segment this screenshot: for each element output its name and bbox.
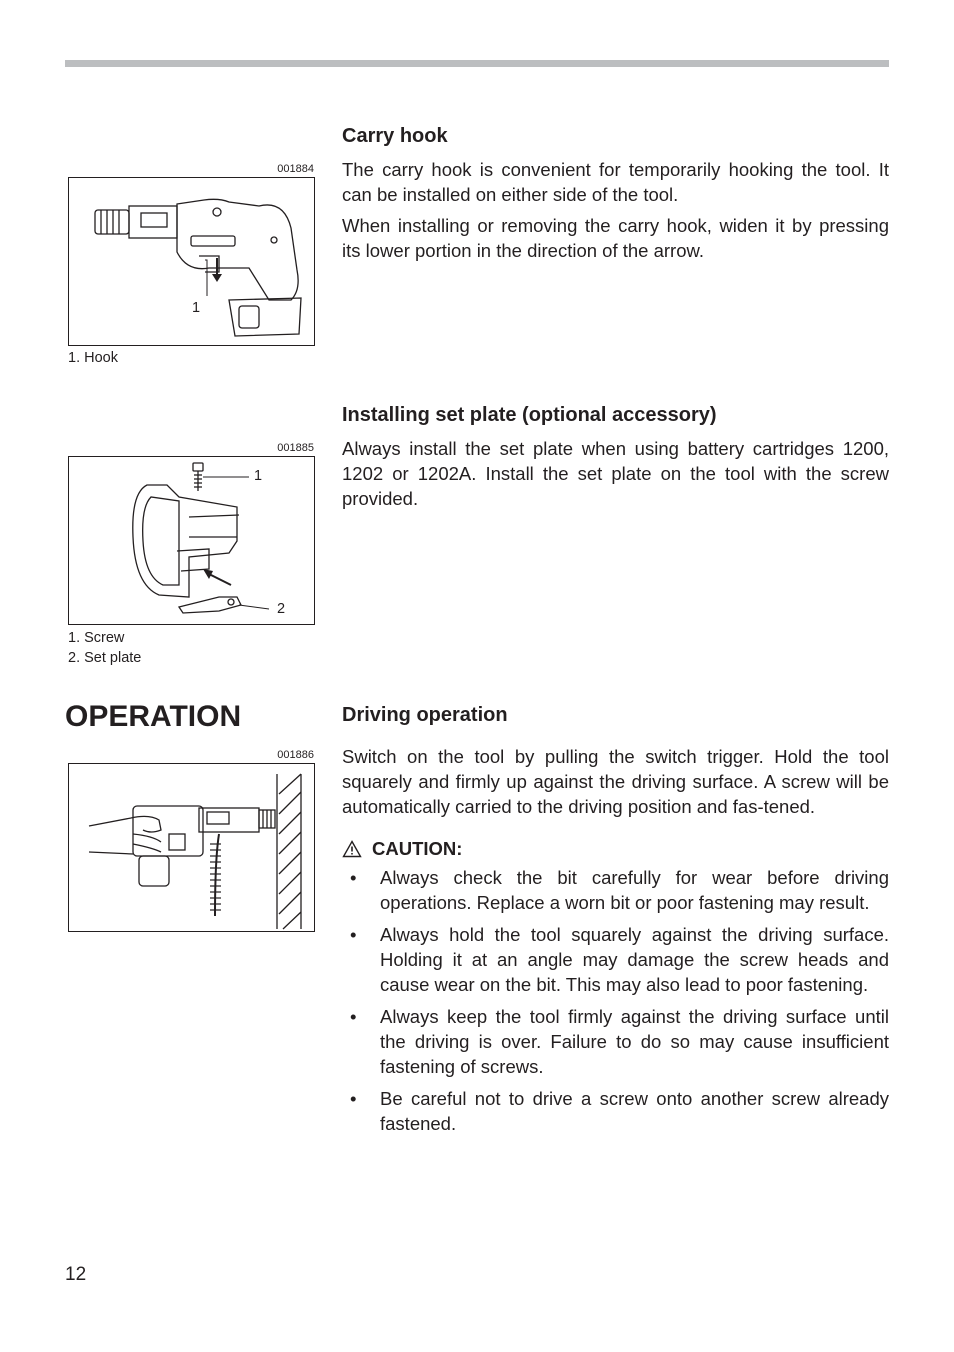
list-item: • Be careful not to drive a screw onto another screw already fastened.	[350, 1088, 889, 1134]
caution-label: CAUTION:	[372, 838, 463, 859]
figure-set-plate	[68, 456, 315, 625]
figure-code-operation: 001886	[277, 749, 314, 761]
heading-carry-hook: Carry hook	[342, 125, 448, 147]
page-number: 12	[65, 1264, 87, 1285]
driving-operation-illustration	[69, 764, 316, 933]
list-item: • Always check the bit carefully for wear before driving operations. Replace a worn bit or poor fastening may result.	[350, 867, 889, 913]
list-item: • Always keep the tool firmly against the driving surface until the driving is over. Failure to do so may cause insufficient fastening of screws.	[350, 1006, 889, 1077]
section-title-operation: OPERATION	[65, 700, 242, 733]
caution-header	[342, 838, 889, 860]
legend-item: 1. Screw	[68, 630, 125, 646]
paragraph: The carry hook is convenient for temporarily hooking the tool. It can be installed on either side of the tool.	[342, 159, 889, 205]
callout-2: 2	[277, 601, 286, 617]
legend-set-plate	[68, 628, 141, 668]
section-driving-operation	[342, 703, 889, 1143]
paragraph: Switch on the tool by pulling the switch trigger. Hold the tool squarely and firmly up against the driving surface. A screw will be automatically carried to the driving position and fas-tened.	[342, 746, 889, 817]
section-set-plate	[342, 403, 889, 511]
figure-code-carry-hook: 001884	[277, 163, 314, 175]
callout-1: 1	[192, 300, 201, 316]
section-carry-hook	[342, 124, 889, 263]
callout-1: 1	[254, 468, 263, 484]
top-rule	[65, 60, 889, 67]
figure-driving-operation	[68, 763, 315, 932]
legend-carry-hook	[68, 348, 118, 368]
heading-driving-operation: Driving operation	[342, 704, 508, 726]
caution-list	[342, 865, 889, 1136]
figure-carry-hook	[68, 177, 315, 346]
heading-set-plate: Installing set plate (optional accessory)	[342, 404, 717, 426]
legend-item: 1. Hook	[68, 350, 118, 366]
paragraph: Always install the set plate when using battery cartridges 1200, 1202 or 1202A. Install the set plate on the tool with the screw provided.	[342, 438, 889, 509]
warning-triangle-icon	[342, 840, 362, 858]
list-item: • Always hold the tool squarely against the driving surface. Holding it at an angle may damage the screw heads and cause wear on the bit. This may also lead to poor fastening.	[350, 924, 889, 995]
paragraph: When installing or removing the carry hook, widen it by pressing its lower portion in the direction of the arrow.	[342, 215, 889, 261]
carry-hook-illustration	[69, 178, 316, 347]
legend-item: 2. Set plate	[68, 650, 142, 666]
figure-code-set-plate: 001885	[277, 442, 314, 454]
